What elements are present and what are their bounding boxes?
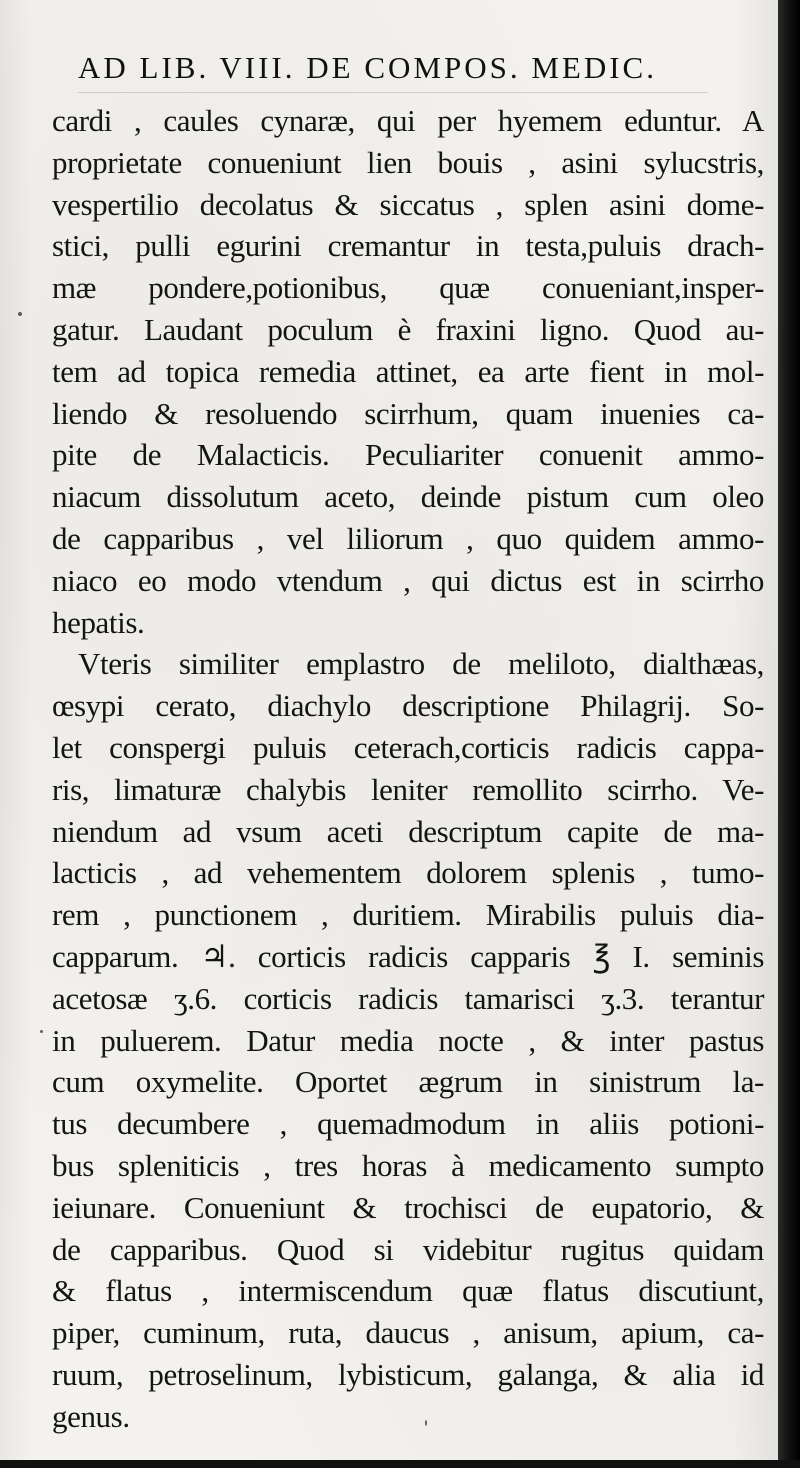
text-line: liendo & resoluendo scirrhum, quam inuenies ca- <box>52 395 764 431</box>
text-line: acetosæ ʒ.6. corticis radicis tamarisci ʒ.3. terantur <box>52 980 764 1016</box>
text-line: stici, pulli egurini cremantur in testa,puluis drach- <box>52 228 764 264</box>
ink-speck <box>40 1030 43 1033</box>
text-line: vespertilio decolatus & siccatus , splen asini dome- <box>52 186 764 222</box>
text-line: mæ pondere,potionibus, quæ conueniant,insper- <box>52 270 764 306</box>
text-line: de capparibus. Quod si videbitur rugitus quidam <box>52 1231 764 1267</box>
text-line: lacticis , ad vehementem dolorem splenis , tumo- <box>52 855 764 891</box>
text-line: proprietate conueniunt lien bouis , asini sylucstris, <box>52 144 764 180</box>
text-line: niaco eo modo vtendum , qui dictus est in scirrho <box>52 562 764 598</box>
page-edge-shadow <box>778 0 800 1468</box>
text-line: tus decumbere , quemadmodum in aliis potioni- <box>52 1106 764 1142</box>
running-head-rule <box>78 92 708 93</box>
text-line: piper, cuminum, ruta, daucus , anisum, apium, ca- <box>52 1315 764 1351</box>
body-text <box>52 100 764 1438</box>
text-line: ruum, petroselinum, lybisticum, galanga, & alia id <box>52 1356 764 1392</box>
text-line: niendum ad vsum aceti descriptum capite de ma- <box>52 813 764 849</box>
ink-speck <box>18 312 22 316</box>
text-line: niacum dissolutum aceto, deinde pistum cum oleo <box>52 479 764 515</box>
text-line: capparum. ♃. corticis radicis capparis ℥ I. seminis <box>52 938 764 974</box>
text-line: cum oxymelite. Oportet ægrum in sinistrum la- <box>52 1064 764 1100</box>
text-line: cardi , caules cynaræ, qui per hyemem eduntur. A <box>52 103 764 138</box>
running-head: AD LIB. VIII. DE COMPOS. MEDIC. <box>78 50 657 85</box>
text-line: ieiunare. Conueniunt & trochisci de eupatorio, & <box>52 1189 764 1225</box>
text-line: ris, limaturæ chalybis leniter remollito scirrho. Ve- <box>52 771 764 807</box>
text-line: genus. <box>52 1398 130 1434</box>
text-line: & flatus , intermiscendum quæ flatus discutiunt, <box>52 1273 764 1309</box>
paragraph-first-line: Vteris similiter emplastro de meliloto, dialthæas, <box>78 646 764 682</box>
text-line: in puluerem. Datur media nocte , & inter pastus <box>52 1022 764 1058</box>
text-line: let conspergi puluis ceterach,corticis radicis cappa- <box>52 729 764 765</box>
text-line: hepatis. <box>52 604 145 640</box>
ink-speck <box>425 1420 427 1426</box>
text-line: rem , punctionem , duritiem. Mirabilis puluis dia- <box>52 897 764 933</box>
text-line: bus spleniticis , tres horas à medicamento sumpto <box>52 1147 764 1183</box>
text-line: de capparibus , vel liliorum , quo quidem ammo- <box>52 520 764 556</box>
text-line: œsypi cerato, diachylo descriptione Philagrij. So- <box>52 688 764 724</box>
page-bottom-shadow <box>0 1460 800 1468</box>
text-line: gatur. Laudant poculum è fraxini ligno. Quod au- <box>52 311 764 347</box>
text-line: tem ad topica remedia attinet, ea arte fient in mol- <box>52 353 764 389</box>
text-line: pite de Malacticis. Peculiariter conuenit ammo- <box>52 437 764 473</box>
